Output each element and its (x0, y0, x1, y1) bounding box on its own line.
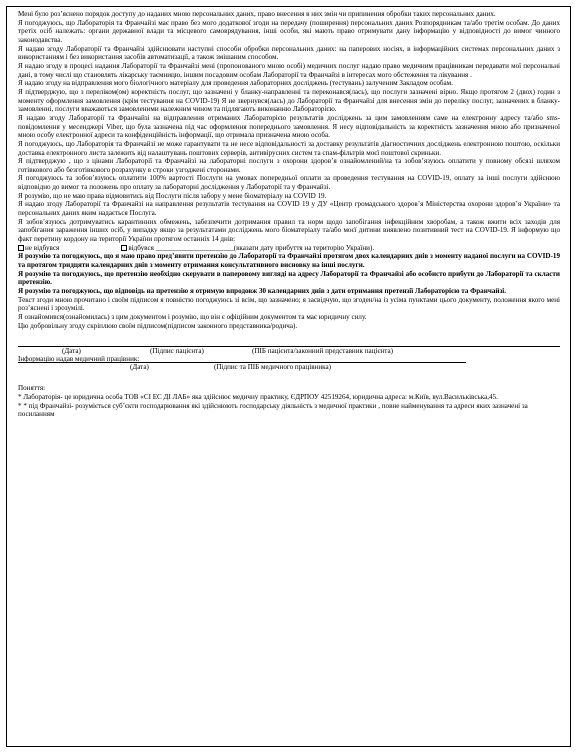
worker-date-caption: (Дата) (130, 363, 149, 372)
paragraph-no-refusal: Я розумію, що не маю права відмовитись від Послуги після забору у мене біоматеріалу на COVID 19. (18, 191, 327, 200)
date-caption: (Дата) (62, 347, 81, 356)
border-crossing-options (18, 244, 560, 253)
paragraph-third-parties: Я погоджуюсь, що Лабораторія та Франчайзі має право без мого додаткової згоди на передачу (поширення) персональних даних Розпорядникам та/або третім особам. До даних третіх осіб належать: органи державної влади та місцевого самоврядування, інші особи, які мають право отримувати дану інформацію у відповідності до вимог чинного законодавства. (18, 18, 560, 44)
consent-document-page (6, 6, 571, 747)
worker-signature-caption: (Підпис та ПІБ медичного працівника) (214, 363, 331, 372)
paragraph-email-liability: Я погоджуюсь, що Лабораторія та Франчайзі не може гарантувати та не несе відповідальності за доставку результатів діагностичних досліджень електронною поштою, оскільки доставка електронного листа залежить від налаштувань поштових серверів, антивірусних систем та спам-фільтрів моєї поштової скриньки. (18, 139, 560, 157)
paragraph-prepayment: Я погоджуюсь та зобов’язуюсь оплатити 100% вартості Послуги на умовах попередньої оплати за проведення тестування на COVID-19, оплату за інші послуги здійснюю відповідно до вимог та положень про оплату за лабораторні дослідження у Лабораторії та у Франчайзі. (18, 174, 560, 192)
paragraph-claim-response: Я розумію та погоджуюсь, що відповідь на претензію я отримую впродовж 30 календарних днів з дати отримання претензії Лабораторією та Франчайзі. (18, 287, 507, 295)
paragraph-prices: Я підтверджую , що з цінами Лабораторії та Франчайзі на лабораторні послуги з охорони здоров’я ознайомлений/на та зобов’язуюсь оплатити у повному обсязі шляхом готівкового або безготівкового розрахунку в строки узгоджені сторонами. (18, 157, 560, 174)
paragraph-claim-paper: Я розумію та погоджуюсь, що претензію необхідно скерувати в паперовому вигляді на адресу Лабораторії та Франчайзі або особисто прибути до Лабораторії та скласти претензію. (18, 269, 560, 287)
paragraph-results-delivery: Я надаю згоду Лабораторії та Франчайзі на відправлення отриманих Лабораторією результатів досліджень за цим замовленням саме на електронну адресу та/або sms-повідомлення у месенджері Viber, що була зазначена під час оформлення попереднього замовлення. Я несу відповідальність за коректність зазначення мною або призначеної мною особу електронної адреси та конфіденційність інформації, що отримала призначена мною особа. (18, 113, 560, 140)
paragraph-access: Мені було роз’яснено порядок доступу до наданих мною персональних даних, право внесення в них змін чи припинення обробки таких персональних даних. (18, 10, 496, 18)
closing-acquainted: Я ознайомився(ознайомилась) з цим документом і розумію, що він є офіційним документом та має юридичну силу. (18, 312, 367, 321)
arrival-date-blank[interactable]: ______________________ (155, 243, 234, 252)
paragraph-biomaterial: Я надаю згоду на відправлення мого біологічного матеріалу для проведення лабораторних досліджень (тестувань) залученим Закладом особам. (18, 79, 453, 88)
option-not-crossed-label: не відбувся (25, 243, 60, 252)
worker-info-label: Інформацію надав медичний працівник: (18, 355, 140, 364)
footnote-laboratory: * Лабораторія- це юридична особа ТОВ «СІ ЕС ДІ ЛАБ» яка здійснює медичну практику, ЄДРПОУ 42519264, юридична адреса: м.Київ, вул.Васильківська,45. (18, 392, 498, 401)
footnote-franchisee: * * під Франчайзі- розуміється суб’єкти господарювання які здійснюють господарську діяльність з медичної практики , повне найменування та адреси яких зазначені за посиланням (18, 401, 528, 419)
checkbox-crossed[interactable] (121, 245, 127, 251)
patient-name-caption: (ПІБ пацієнта/законний представник пацієнта) (252, 347, 393, 356)
paragraph-processing-methods: Я надаю згоду Лабораторії та Франчайзі здійснювати наступні способи обробки персональних даних: на паперових носіях, в інформаційних системах персональних даних з використанням і без використання засобів автоматизації, а також змішаним способом. (18, 44, 560, 62)
arrival-date-hint: (вказати дату прибуття на територію України). (233, 243, 375, 252)
paragraph-quarantine: Я зобов’язуюсь дотримуватись карантинних обмежень, забезпечити дотримання правил та норм щодо запобігання інфекційним хворобам, а також вжити всіх заходів для запобігання зараження інших осіб, у випадку якщо за результатами досліджень мого біоматеріалу та/або моєї дитини виявлено позитивний тест на COVID-19. Я інформую що факт перетину кордону на території України протягом останніх 14 днів: (18, 217, 560, 244)
paragraph-claim-period: Я розумію та погоджуюсь, що я маю право пред’явити претензію до Лабораторії та Франчайзі протягом двох календарних днів з моменту наданої послуги на COVID-19 та протягом тридцяти календарних днів з моменту отримання консультативного висновку на інші послуги. (18, 252, 560, 270)
paragraph-public-health-center: Я надаю згоду Лабораторії та Франчайзі на направлення результатів тестування на COVID 19 у ДУ «Центр громадського здоров’я Міністерства охорони здоров’я України» та персональних даних яким надається Послуга. (18, 200, 560, 218)
paragraph-service-list: Я підтверджую, що з переліком(ом) коректність послуг, що зазначені у бланку-направленні та переконався(лась), що послуги зазначені вірно. Якщо протягом 2 (двох) годин з моменту оформлення замовлення (крім тестування на COVID-19) Я не звернувся(лась) до Лабораторії та Франчайзі для внесення змін до переліку послуг, зазначених в бланку-замовленні, послуги вважаються замовленими належним чином та підлягають виконанню Лабораторією. (18, 87, 560, 114)
paragraph-medical-secret: Я надаю згоду в процесі надання Лабораторії та Франчайзі мені (пропонованого мною особі) медичних послуг надаю право медичним працівникам передавати мої персональні дані, в тому числі що становлять лікарську таємницю, іншим посадовим особам Лабораторії та Франчайзі в інтересах мого обстеження та лікування . (18, 61, 560, 79)
closing-read-agree: Текст згоди мною прочитано і своїм підписом я повністю погоджуюсь зі всім, що зазначено; я засвідчую, що згоден/на із усіма пунктами цього документу, положення якого мені роз’яснені і зрозумілі. (18, 295, 560, 313)
signature-block (18, 330, 560, 370)
footnote-heading: Поняття: (18, 384, 46, 393)
option-crossed-label: відбувся (128, 243, 154, 252)
checkbox-not-crossed[interactable] (18, 245, 24, 251)
patient-signature-caption: (Підпис пацієнта) (150, 347, 204, 356)
closing-signature-note: Цю добровільну згоду скріплюю своїм підписом(підписом законного представника/родича). (18, 321, 298, 330)
